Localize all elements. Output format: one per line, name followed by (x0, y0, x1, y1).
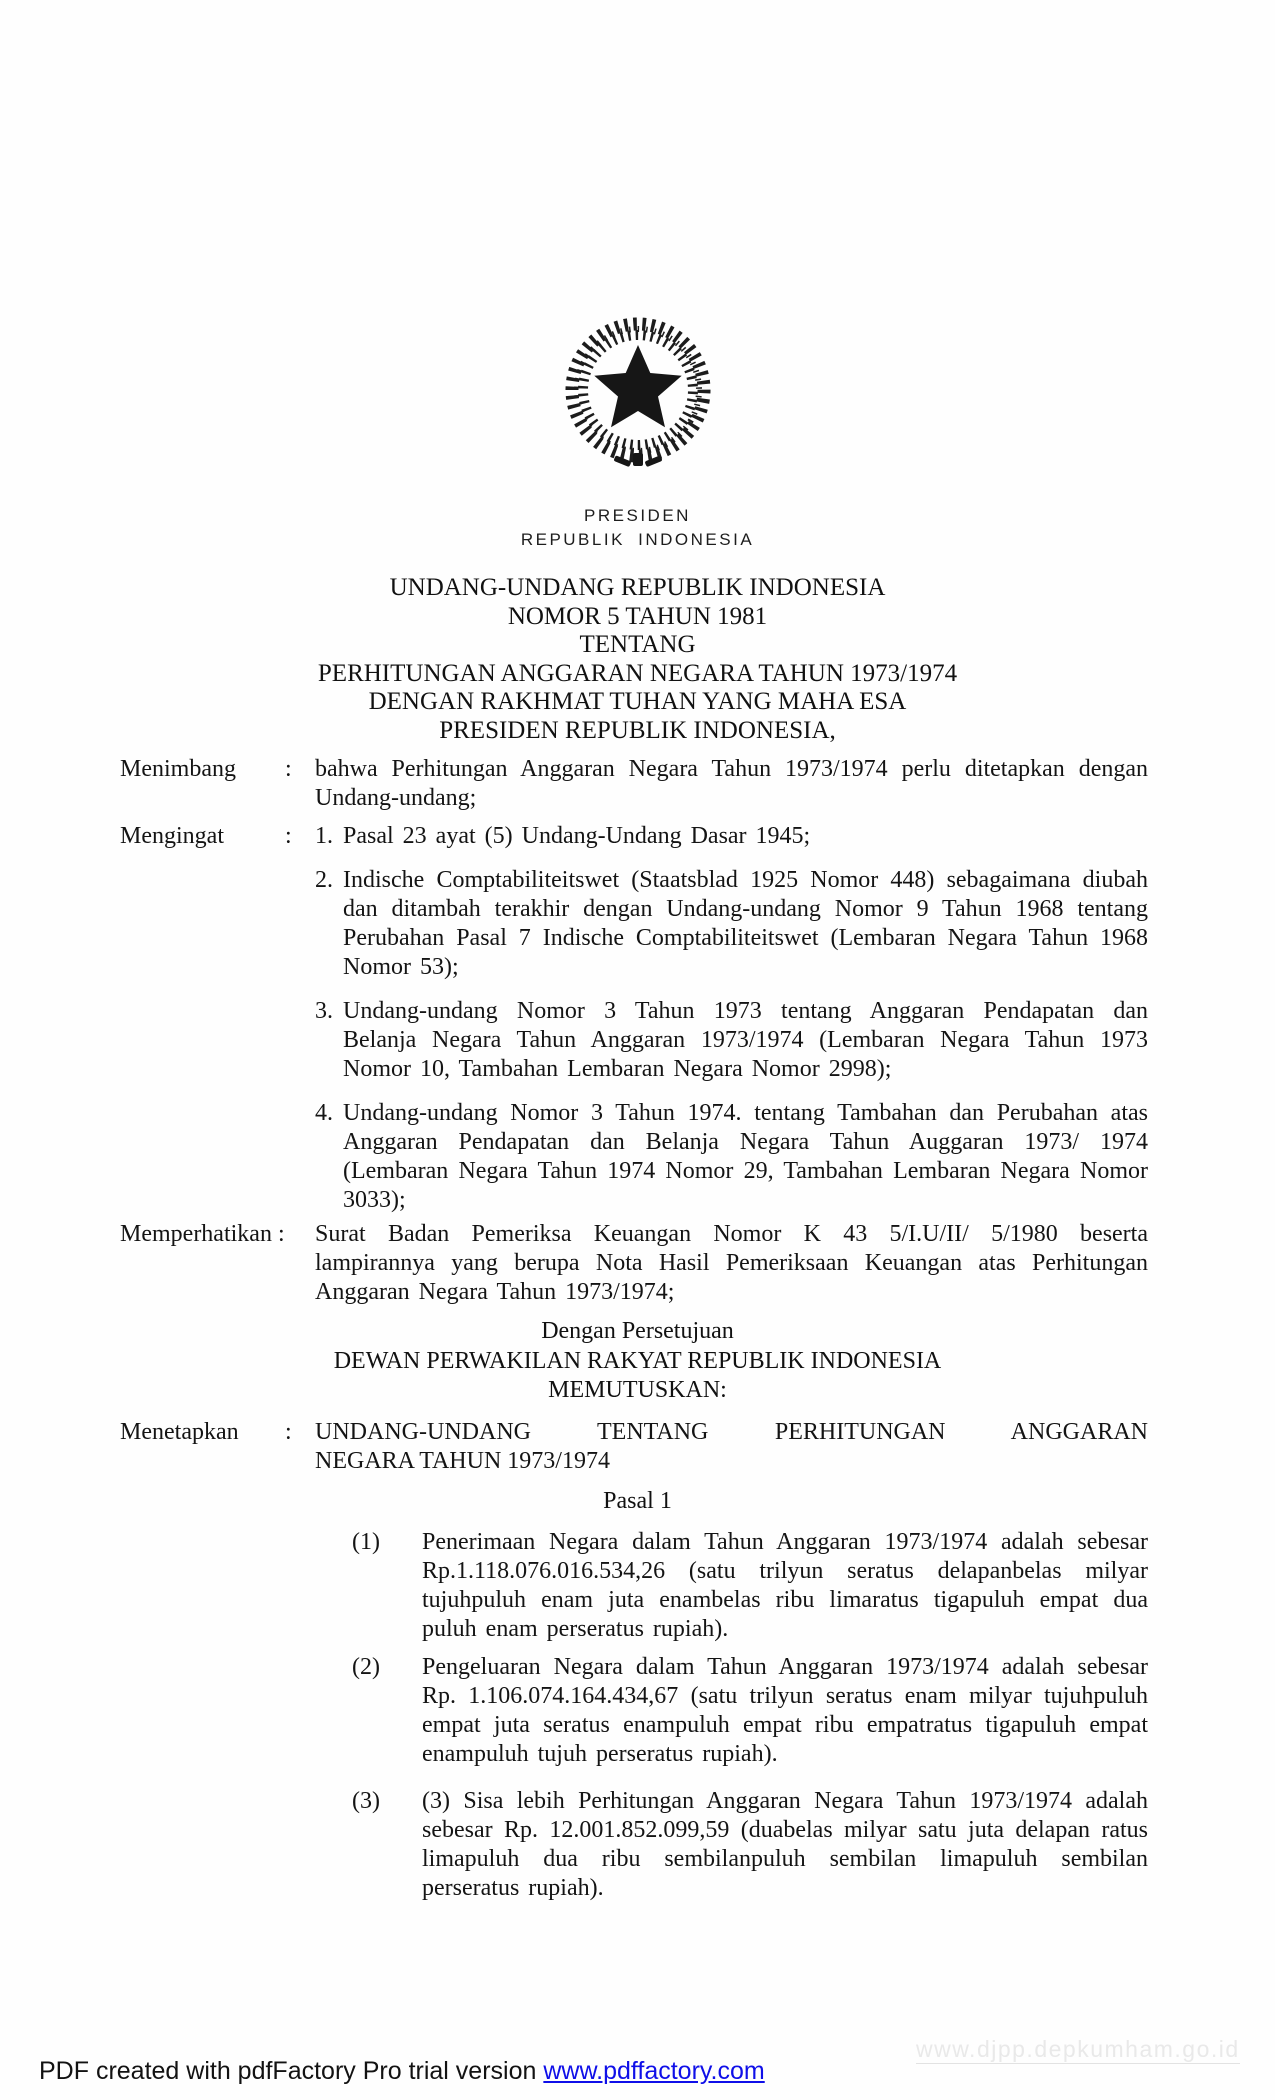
menetapkan-text (315, 1418, 1148, 1476)
pasal-1-heading: Pasal 1 (603, 1488, 672, 1514)
pasal-item (352, 1528, 1148, 1644)
menetapkan-colon: : (285, 1419, 292, 1445)
menetapkan-line-2: NEGARA TAHUN 1973/1974 (315, 1448, 610, 1474)
item-text: Pengeluaran Negara dalam Tahun Anggaran 1973/1974 adalah sebesar Rp. 1.106.074.164.434,67 (satu trilyun seratus enam milyar tujuhpuluh empat juta seratus enampuluh empat ribu empatratus tigapuluh empat enampuluh tujuh perseratus rupiah). (422, 1654, 1148, 1767)
footer-link[interactable]: www.pdffactory.com (543, 2057, 765, 2085)
section-memperhatikan (120, 1220, 1148, 1307)
seal-caption-line-1: PRESIDEN (584, 506, 691, 525)
persetujuan-line-1: Dengan Persetujuan (541, 1318, 734, 1344)
pasal-item (352, 1653, 1148, 1769)
item-text: Pasal 23 ayat (5) Undang-Undang Dasar 1945; (343, 823, 811, 849)
title-line-2: NOMOR 5 TAHUN 1981 (507, 602, 768, 630)
mengingat-colon: : (285, 823, 292, 849)
section-menimbang (120, 755, 1148, 813)
item-number: (1) (352, 1529, 380, 1555)
memperhatikan-text: Surat Badan Pemeriksa Keuangan Nomor K 43 5/I.U/II/ 5/1980 beserta lampirannya yang berupa Nota Hasil Pemeriksaan Keuangan atas Perhitungan Anggaran Negara Tahun 1973/1974; (315, 1221, 1148, 1305)
item-number: (2) (352, 1654, 380, 1680)
list-item (315, 866, 1148, 982)
presidential-seal-icon (558, 312, 718, 470)
mengingat-list (315, 822, 1148, 1215)
persetujuan-block (0, 1317, 1275, 1406)
persetujuan-line-2: DEWAN PERWAKILAN RAKYAT REPUBLIK INDONESIA (333, 1347, 942, 1374)
watermark-link[interactable]: www.djpp.depkumham.go.id (916, 2036, 1240, 2062)
menetapkan-label: Menetapkan (120, 1419, 239, 1445)
item-number: (3) (352, 1788, 380, 1814)
menimbang-colon: : (285, 756, 292, 782)
section-mengingat (120, 822, 1148, 1215)
item-text: Undang-undang Nomor 3 Tahun 1974. tentang Tambahan dan Perubahan atas Anggaran Pendapatan dan Belanja Negara Tahun Auggaran 1973/ 1974 (Lembaran Negara Tahun 1974 Nomor 29, Tambahan Lembaran Negara Nomor 3033); (343, 1100, 1148, 1213)
persetujuan-line-3: MEMUTUSKAN: (548, 1377, 727, 1403)
item-number: 3. (315, 998, 333, 1024)
menimbang-label: Menimbang (120, 756, 236, 782)
title-line-3: TENTANG (579, 631, 696, 658)
title-line-1: UNDANG-UNDANG REPUBLIK INDONESIA (389, 574, 886, 601)
law-title-block (0, 574, 1275, 745)
title-line-5: DENGAN RAKHMAT TUHAN YANG MAHA ESA (368, 688, 907, 715)
item-text: (3) Sisa lebih Perhitungan Anggaran Negara Tahun 1973/1974 adalah sebesar Rp. 12.001.852.099,59 (duabelas milyar satu juta delapan ratus limapuluh dua ribu sembilanpuluh sembilan limapuluh sembilan perseratus rupiah). (422, 1788, 1148, 1901)
item-text: Penerimaan Negara dalam Tahun Anggaran 1973/1974 adalah sebesar Rp.1.118.076.016.534,26 (satu trilyun seratus delapanbelas milyar tujuhpuluh enam juta enambelas ribu limaratus tigapuluh empat dua puluh enam perseratus rupiah). (422, 1529, 1148, 1642)
menimbang-text: bahwa Perhitungan Anggaran Negara Tahun 1973/1974 perlu ditetapkan dengan Undang-undang; (315, 756, 1148, 811)
footer-text: PDF created with pdfFactory Pro trial version (39, 2057, 544, 2085)
item-text: Indische Comptabiliteitswet (Staatsblad 1925 Nomor 448) sebagaimana diubah dan ditambah terakhir dengan Undang-undang Nomor 9 Tahun 1968 tentang Perubahan Pasal 7 Indische Comptabiliteitswet (Lembaran Negara Tahun 1968 Nomor 53); (343, 867, 1148, 980)
item-number: 1. (315, 823, 333, 849)
footer (39, 2057, 765, 2086)
pasal-item (352, 1787, 1148, 1903)
title-line-4: PERHITUNGAN ANGGARAN NEGARA TAHUN 1973/1974 (317, 659, 958, 687)
item-text: Undang-undang Nomor 3 Tahun 1973 tentang Anggaran Pendapatan dan Belanja Negara Tahun Anggaran 1973/1974 (Lembaran Negara Tahun 1973 Nomor 10, Tambahan Lembaran Negara Nomor 2998); (343, 998, 1148, 1082)
section-menetapkan (120, 1418, 1148, 1476)
seal-caption (0, 504, 1275, 552)
menetapkan-line-1: UNDANG-UNDANG TENTANG PERHITUNGAN ANGGARAN (315, 1419, 1148, 1445)
item-number: 2. (315, 867, 333, 893)
list-item (315, 1099, 1148, 1215)
item-number: 4. (315, 1100, 333, 1126)
list-item (315, 822, 1148, 851)
title-line-6: PRESIDEN REPUBLIK INDONESIA, (439, 716, 836, 744)
mengingat-label: Mengingat (120, 823, 224, 849)
memperhatikan-colon: : (277, 1221, 285, 1247)
list-item (315, 997, 1148, 1084)
memperhatikan-label: Memperhatikan : (120, 1221, 285, 1247)
seal-caption-line-2: REPUBLIK INDONESIA (520, 530, 755, 549)
